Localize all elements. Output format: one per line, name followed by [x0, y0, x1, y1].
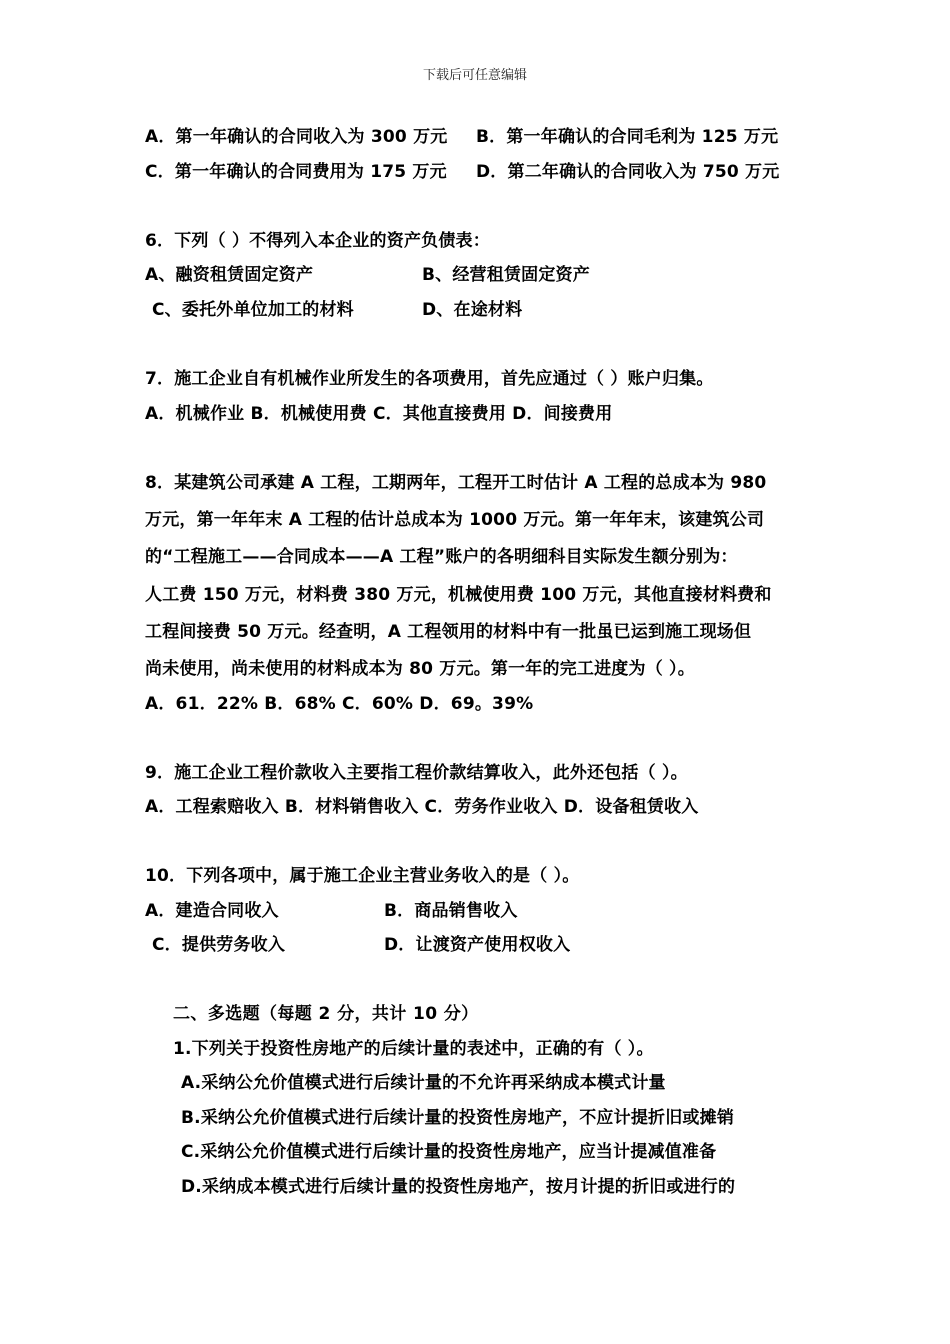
- q7-options: A．机械作业 B．机械使用费 C．其他直接费用 D．间接费用: [145, 404, 613, 424]
- q8-stem-line: 万元，第一年年末 A 工程的估计总成本为 1000 万元。第一年年末，该建筑公司: [145, 510, 765, 530]
- q9-stem: 9．施工企业工程价款收入主要指工程价款结算收入，此外还包括（ ）。: [145, 763, 688, 783]
- q8-stem-line: 的“工程施工——合同成本——A 工程”账户的各明细科目实际发生额分别为：: [145, 547, 738, 567]
- q8-stem-line: 工程间接费 50 万元。经查明，A 工程领用的材料中有一批虽已运到施工现场但: [145, 622, 752, 642]
- q10-option-d: D．让渡资产使用权收入: [384, 935, 571, 955]
- q6-option-d: D、在途材料: [422, 300, 523, 320]
- q10-option-c: C．提供劳务收入: [152, 935, 286, 955]
- q8-stem-line: 人工费 150 万元，材料费 380 万元，机械使用费 100 万元，其他直接材料费和: [145, 585, 772, 605]
- q10-stem: 10．下列各项中，属于施工企业主营业务收入的是（ ）。: [145, 866, 580, 886]
- q5-option-d: D．第二年确认的合同收入为 750 万元: [476, 162, 780, 182]
- s2-q1-option-a: A.采纳公允价值模式进行后续计量的不允许再采纳成本模式计量: [181, 1073, 666, 1093]
- section-title: 二、多选题（每题 2 分，共计 10 分）: [173, 1004, 479, 1024]
- q6-option-a: A、融资租赁固定资产: [145, 265, 314, 285]
- q8-stem-line: 尚未使用，尚未使用的材料成本为 80 万元。第一年的完工进度为（ ）。: [145, 659, 695, 679]
- q7-stem: 7．施工企业自有机械作业所发生的各项费用，首先应通过（ ）账户归集。: [145, 369, 714, 389]
- q8-stem-line: 8．某建筑公司承建 A 工程，工期两年，工程开工时估计 A 工程的总成本为 980: [145, 473, 767, 493]
- q6-option-b: B、经营租赁固定资产: [422, 265, 590, 285]
- q8-options: A．61．22% B．68% C．60% D．69。39%: [145, 694, 534, 714]
- q5-option-a: A．第一年确认的合同收入为 300 万元: [145, 127, 448, 147]
- s2-q1-option-d: D.采纳成本模式进行后续计量的投资性房地产，按月计提的折旧或进行的: [181, 1177, 736, 1197]
- s2-q1-option-c: C.采纳公允价值模式进行后续计量的投资性房地产，应当计提减值准备: [181, 1142, 717, 1162]
- q5-option-b: B．第一年确认的合同毛利为 125 万元: [476, 127, 779, 147]
- q6-stem: 6．下列（ ）不得列入本企业的资产负债表：: [145, 231, 490, 251]
- q10-option-b: B．商品销售收入: [384, 901, 518, 921]
- q6-option-c: C、委托外单位加工的材料: [152, 300, 354, 320]
- q5-option-c: C．第一年确认的合同费用为 175 万元: [145, 162, 447, 182]
- q9-options: A．工程索赔收入 B．材料销售收入 C．劳务作业收入 D．设备租赁收入: [145, 797, 699, 817]
- s2-q1-option-b: B.采纳公允价值模式进行后续计量的投资性房地产，不应计提折旧或摊销: [181, 1108, 735, 1128]
- q10-option-a: A．建造合同收入: [145, 901, 279, 921]
- s2-q1-stem: 1.下列关于投资性房地产的后续计量的表述中，正确的有（ ）。: [173, 1039, 654, 1059]
- page-header: 下载后可任意编辑: [422, 68, 527, 83]
